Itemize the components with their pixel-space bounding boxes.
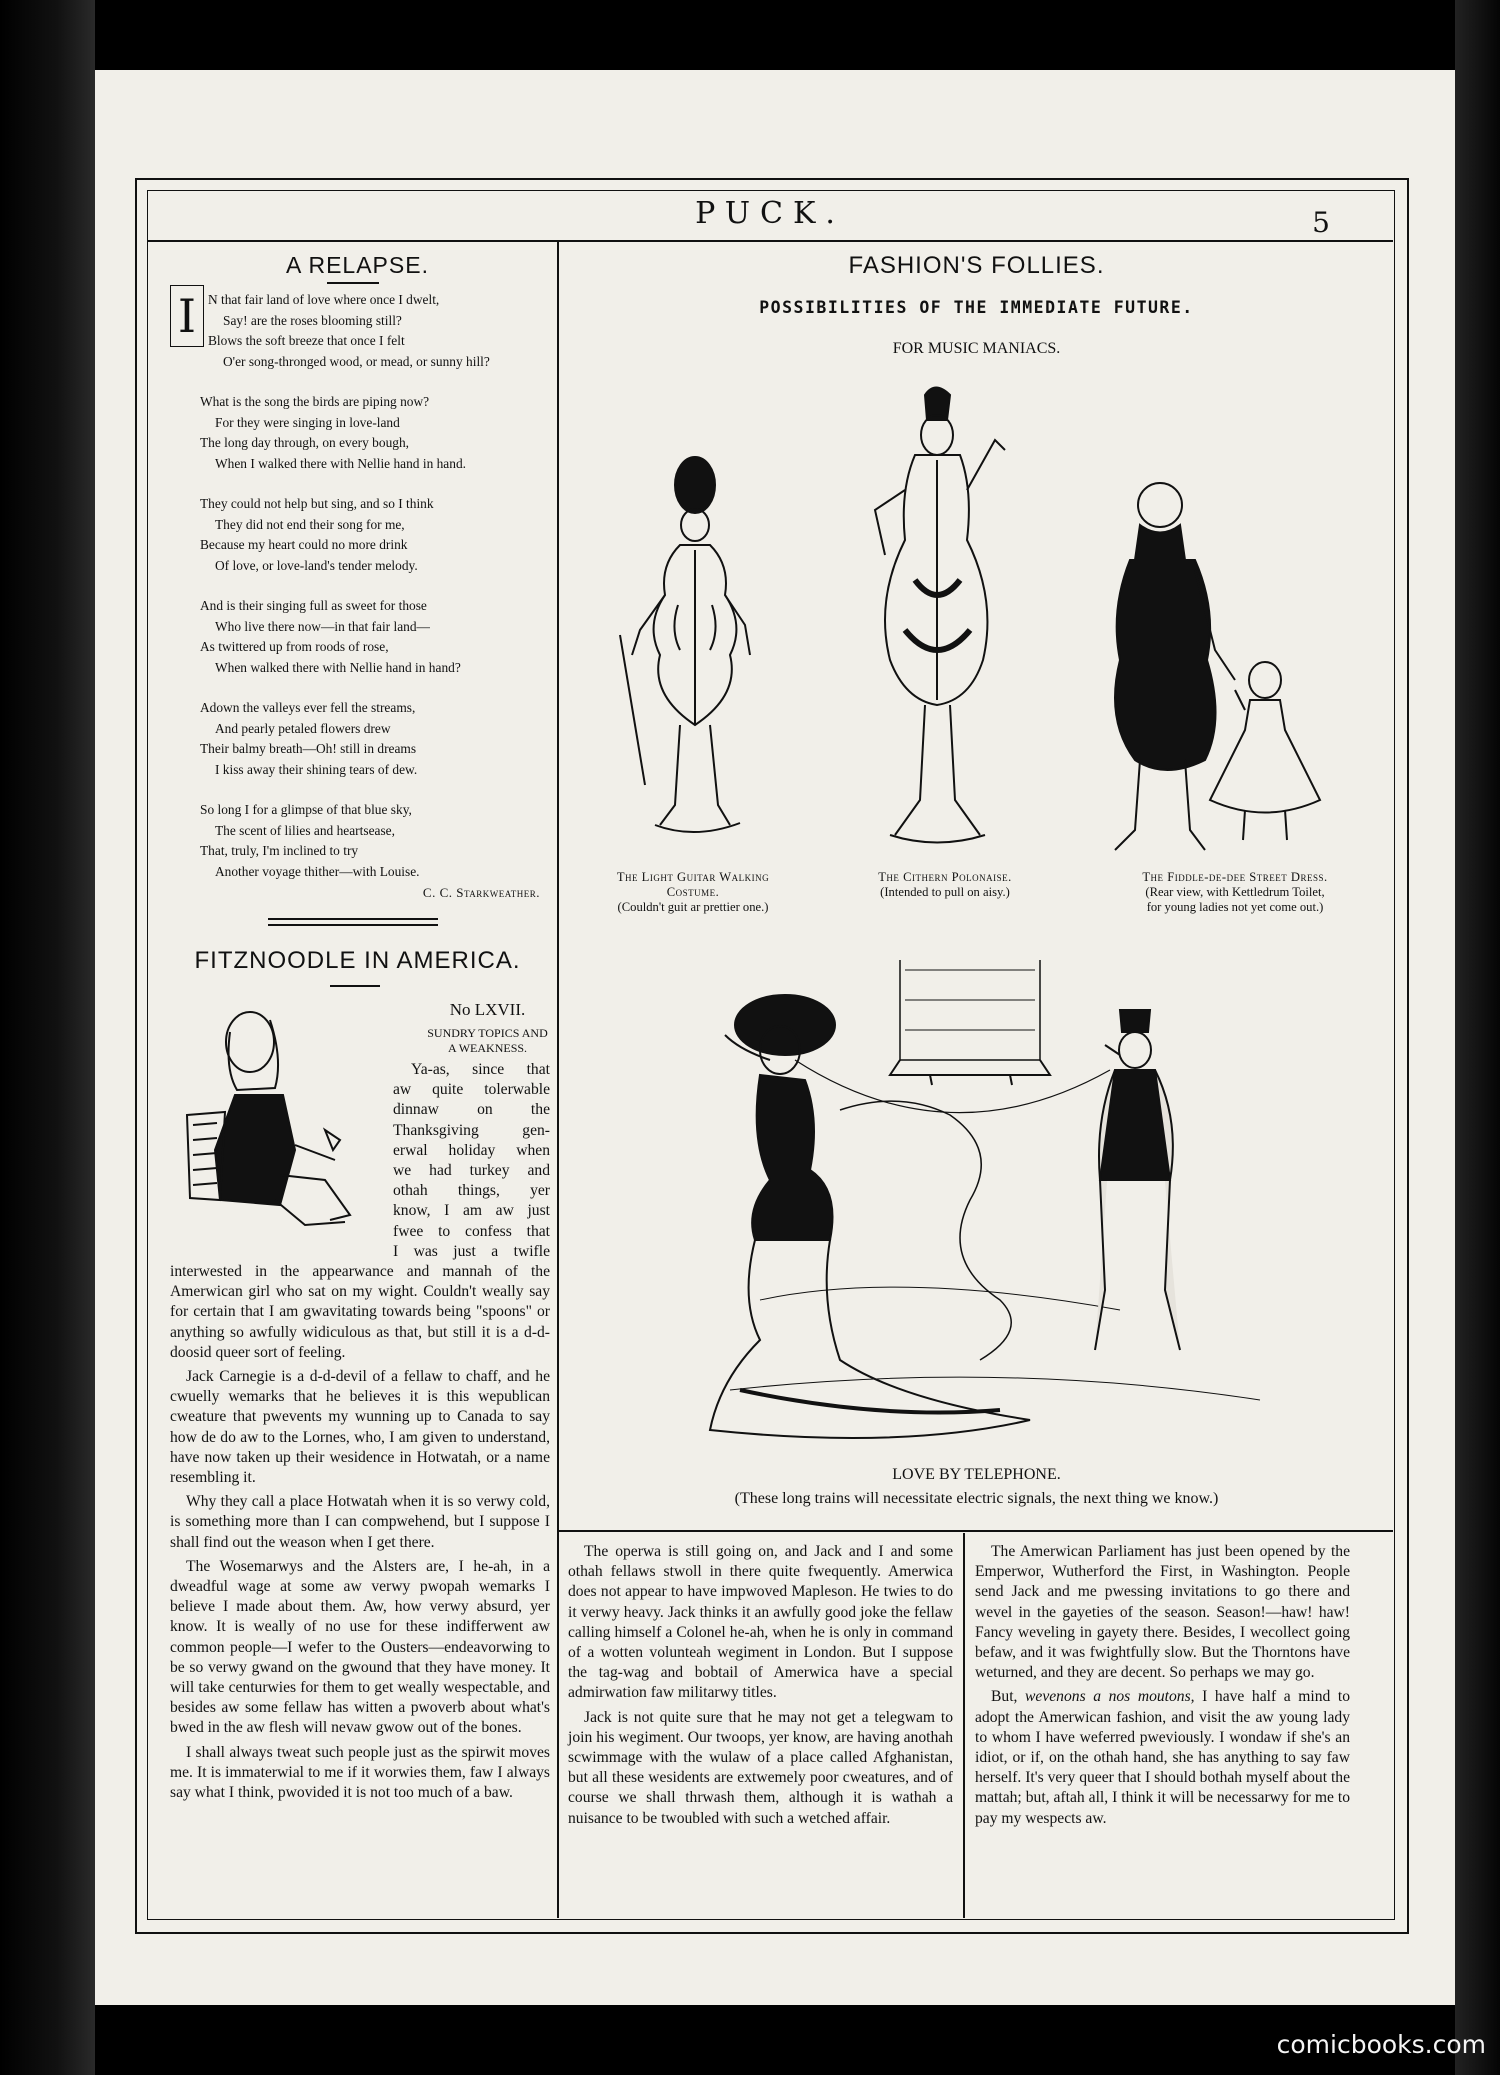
poem-stanza (200, 392, 555, 474)
p9-post: I have half a mind to adopt the Amerwican fashion, and visit the aw young lady to whom I have weferred pweviously. I wondaw if she's an idiot, or if, on the othah hand, she has anything to say faw herself. It's very queer that I should bothah myself about the mattah; but, aftah all, I think it will be necessarwy for me to pay my wespects aw. (975, 1688, 1351, 1827)
poem-line: Of love, or love-land's tender melody. (215, 557, 418, 573)
relapse-poem (200, 290, 555, 902)
relapse-title: A RELAPSE. (286, 252, 429, 278)
intro-line: Thanksgiving gen- (393, 1121, 550, 1139)
caption-cithern-title: The Cithern Polonaise. (878, 870, 1012, 884)
poem-line: What is the song the birds are piping now? (200, 394, 430, 409)
poem-stanza (200, 800, 555, 882)
fitz-subtitle-2: A WEAKNESS. (447, 1041, 528, 1055)
poem-line: As twittered up from roods of rose, (200, 639, 389, 654)
drop-cap: I (170, 285, 204, 347)
fashion-header (560, 252, 1393, 280)
intro-line: aw quite tolerwable (393, 1081, 550, 1099)
poem-stanza (200, 596, 555, 678)
intro-line: know, I am aw just (393, 1202, 550, 1220)
poem-line: When walked there with Nellie hand in hand? (215, 659, 461, 675)
poem-line: Another voyage thither—with Louise. (215, 863, 420, 879)
poem-stanza (200, 698, 555, 780)
fitz-number: No LXVII. (449, 1000, 526, 1019)
poem-line: Adown the valleys ever fell the streams, (200, 700, 416, 715)
page-edge (1455, 0, 1500, 2075)
poem-line: O'er song-thronged wood, or mead, or sunny hill? (223, 353, 490, 369)
fitz-title-rule (330, 985, 380, 987)
fitz-paragraph-5: I shall always tweat such people just as the spirwit moves me. It is immaterwial to me if it worwies them, faw I always say what I think, pwovided it is not too much of a baw. (170, 1743, 550, 1802)
fitz-paragraph-9 (975, 1687, 1350, 1828)
intro-line: fwee to confess that (393, 1222, 550, 1240)
illustration-bottom-rule (558, 1530, 1393, 1532)
fitz-left-body (170, 1262, 550, 1807)
intro-line: dinnaw on the (393, 1101, 550, 1119)
poem-line: Because my heart could no more drink (200, 537, 408, 552)
intro-line: erwal holiday when (393, 1141, 550, 1159)
poem-line: That, truly, I'm inclined to try (200, 843, 359, 858)
title-rule (327, 282, 379, 284)
caption-fiddle-note-1: (Rear view, with Kettledrum Toilet, (1145, 885, 1325, 899)
caption-fiddle-title: The Fiddle-de-dee Street Dress. (1142, 870, 1328, 884)
fitz-subtitle-1: SUNDRY TOPICS AND (427, 1026, 548, 1040)
caption-guitar-note: (Couldn't guit ar prettier one.) (617, 900, 769, 914)
fitznoodle-portrait (175, 1000, 385, 1230)
poem-line: And is their singing full as sweet for those (200, 598, 427, 613)
poem-stanza (200, 494, 555, 576)
fitz-issue-block (425, 1000, 550, 1056)
watermark-text: comicbooks.com (1276, 2030, 1486, 2059)
intro-line: we had turkey and (393, 1162, 550, 1180)
column-rule-left (557, 241, 559, 1918)
masthead-rule (147, 240, 1393, 242)
fitz-paragraph-8: The Amerwican Parliament has just been opened by the Emperwor, Wutherford the First, in Washington. People send Jack and me pwessing invitations to go there and wevel in the gayeties of the season. Season!—haw! haw! Fancy weveling in gayety there. Besides, I wecollect going befaw, and it was fwightfully slow. But the Thorntons have weturned, and they are decent. So perhaps we may go. (975, 1543, 1350, 1682)
caption-cithern-note: (Intended to pull on aisy.) (880, 885, 1010, 899)
column-rule-right (963, 1533, 965, 1918)
poem-line: They did not end their song for me, (215, 516, 405, 532)
fitz-paragraph-6: The operwa is still going on, and Jack and I and some othah fellaws stwoll in there quite fwequently. Amerwica does not appear to have impwoved Mapleson. He twies to do it verwy heavy. Jack thinks it an awfully good joke the fellaw calling himself a Colonel he-ah, when he is only in command of a wotten volunteah wegiment in London. But I suppose the tag-wag and bobtail of Amerwica have a special admirwation faw militarwy titles. (568, 1543, 953, 1702)
fitz-paragraph-1: interwested in the appearwance and mannah of the Amerwican girl who sat on my wight. Couldn't weally say for certain that I am gwavitating towards being "spoons" or anything so awfully widiculous as that, but still it is a d-d-doosid queer sort of feeling. (170, 1263, 550, 1361)
cithern-polonaise-illustration (855, 380, 1015, 860)
fitz-middle-body (568, 1542, 953, 1833)
telephone-caption: (These long trains will necessitate electric signals, the next thing we know.) (734, 1490, 1219, 1507)
fitz-paragraph-3: Why they call a place Hotwatah when it is so verwy cold, is something more than I can compwehend, but I suppose I shall find out the weason when I get there. (170, 1493, 550, 1551)
fitznoodle-title: FITZNOODLE IN AMERICA. (194, 947, 521, 974)
fitz-paragraph-7: Jack is not quite sure that he may not get a telegwam to join his wegiment. Our twoops, yer know, are having anothah scwimmage with the wulaw of a place called Afghanistan, but all these wesidents are extwemely poor cweatures, and of course we shall thrwash them, although it is wathah a nuisance to be twoubled with such a wetched affair. (568, 1708, 953, 1827)
poem-line: Their balmy breath—Oh! still in dreams (200, 741, 417, 756)
binding-gutter (0, 0, 95, 2075)
love-by-telephone-illustration (700, 940, 1290, 1470)
telephone-title: LOVE BY TELEPHONE. (892, 1466, 1061, 1483)
p9-pre: But, (991, 1688, 1026, 1706)
poem-line: Say! are the roses blooming still? (223, 312, 402, 328)
caption-cithern (830, 870, 1060, 900)
section-rule-1 (268, 918, 438, 920)
poem-line: And pearly petaled flowers drew (215, 720, 391, 736)
fitznoodle-header (165, 947, 550, 975)
intro-line: Ya-as, since that (411, 1061, 550, 1078)
poem-line: I kiss away their shining tears of dew. (215, 761, 418, 777)
poem-line: N that fair land of love where once I dwelt, (208, 292, 440, 307)
guitar-costume-illustration (600, 455, 770, 865)
fitz-right-body (975, 1542, 1350, 1833)
fashion-subtitle: POSSIBILITIES OF THE IMMEDIATE FUTURE. (759, 298, 1194, 317)
page-number: 5 (1312, 206, 1330, 239)
poem-stanza (200, 290, 555, 372)
poem-line: When I walked there with Nellie hand in hand. (215, 455, 466, 471)
masthead-title: PUCK. (695, 196, 845, 231)
caption-guitar (568, 870, 818, 915)
poem-line: For they were singing in love-land (215, 414, 400, 430)
section-rule-2 (268, 924, 438, 926)
relapse-column (165, 252, 550, 279)
poem-author: C. C. Starkweather. (422, 885, 540, 900)
caption-guitar-title-2: Costume. (666, 885, 720, 899)
p9-italic: wevenons a nos moutons, (1025, 1688, 1195, 1706)
fashion-section: FOR MUSIC MANIACS. (892, 340, 1061, 357)
intro-line: othah things, yer (393, 1182, 550, 1200)
fitz-intro (393, 1060, 550, 1262)
poem-line: Blows the soft breeze that once I felt (208, 333, 405, 348)
poem-line: Who live there now—in that fair land— (215, 618, 430, 634)
fitz-paragraph-4: The Wosemarwys and the Alsters are, I he-ah, in a dweadful wage at some aw verwy pwopah wemarks I believe I made about them. Aw, how verwy absurd, yer know. It is weally of no use for these indifferwent aw common people—I wefer to the Ousters—endeavorwing to be so verwy gwand on the gwound that they have money. It will take centurwies for them to get weally wespectable, and besides aw some fellaw has witten a pwoverb about what's bwed in the aw flesh will nevaw gwow out of the bones. (170, 1557, 550, 1737)
caption-guitar-title: The Light Guitar Walking (616, 870, 770, 884)
caption-fiddle-note-2: for young ladies not yet come out.) (1146, 900, 1324, 914)
fiddle-de-dee-illustration (1095, 480, 1365, 860)
poem-line: The scent of lilies and heartsease, (215, 822, 395, 838)
fashion-title: FASHION'S FOLLIES. (848, 252, 1105, 279)
poem-line: So long I for a glimpse of that blue sky, (200, 802, 412, 817)
fitz-paragraph-2: Jack Carnegie is a d-d-devil of a fellaw to chaff, and he cwuelly wemarks that he believes it is this wepublican cweature that pwevents my wunning up to Canada to say how de do aw to the Lornes, who, I am given to understand, have now taken up their wesidence in Hotwatah, or a name resembling it. (170, 1368, 550, 1487)
intro-line: I was just a twifle (393, 1242, 550, 1260)
poem-line: They could not help but sing, and so I think (200, 496, 434, 511)
caption-fiddle (1085, 870, 1385, 915)
poem-line: The long day through, on every bough, (200, 435, 409, 450)
